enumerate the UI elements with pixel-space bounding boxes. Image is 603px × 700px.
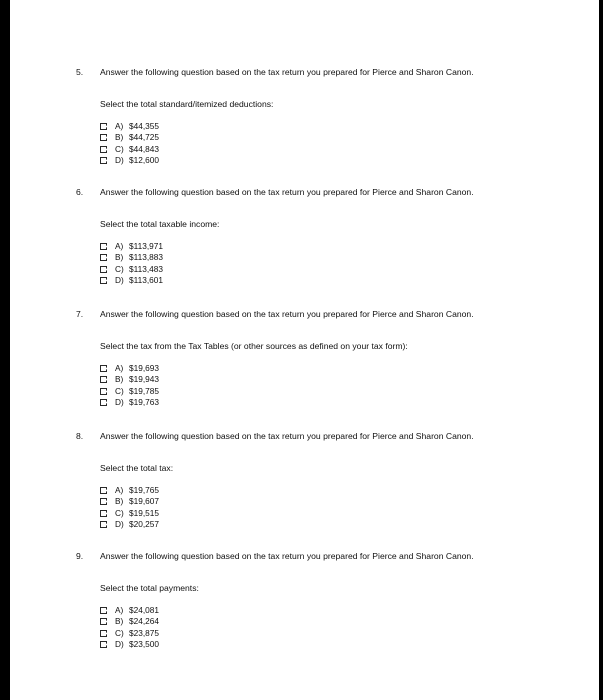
option-d[interactable] bbox=[100, 155, 159, 166]
option-letter: A) bbox=[115, 241, 124, 252]
option-a[interactable] bbox=[100, 241, 163, 252]
option-a[interactable] bbox=[100, 485, 159, 496]
options-list bbox=[100, 241, 163, 286]
checkbox[interactable] bbox=[100, 134, 107, 141]
option-b[interactable] bbox=[100, 132, 159, 143]
checkbox[interactable] bbox=[100, 277, 107, 284]
checkbox[interactable] bbox=[100, 157, 107, 164]
option-b[interactable] bbox=[100, 616, 159, 627]
option-letter: B) bbox=[115, 132, 124, 143]
option-value: $19,515 bbox=[129, 507, 159, 518]
question-prompt: Select the total taxable income: bbox=[100, 219, 220, 229]
checkbox[interactable] bbox=[100, 618, 107, 625]
options-list bbox=[100, 121, 159, 166]
option-value: $24,081 bbox=[129, 605, 159, 616]
option-value: $19,763 bbox=[129, 397, 159, 408]
option-value: $23,875 bbox=[129, 627, 159, 638]
option-value: $113,601 bbox=[129, 275, 163, 286]
option-letter: C) bbox=[115, 507, 124, 518]
checkbox[interactable] bbox=[100, 521, 107, 528]
option-letter: A) bbox=[115, 605, 124, 616]
option-c[interactable] bbox=[100, 144, 159, 155]
question-text: Answer the following question based on the tax return you prepared for Pierce and Sharon Canon. bbox=[100, 551, 474, 561]
option-value: $24,264 bbox=[129, 616, 159, 627]
option-d[interactable] bbox=[100, 397, 159, 408]
checkbox[interactable] bbox=[100, 641, 107, 648]
option-a[interactable] bbox=[100, 121, 159, 132]
option-value: $44,843 bbox=[129, 143, 159, 154]
option-b[interactable] bbox=[100, 496, 159, 507]
question-prompt: Select the total standard/itemized deductions: bbox=[100, 99, 274, 109]
option-letter: D) bbox=[115, 639, 124, 650]
checkbox[interactable] bbox=[100, 607, 107, 614]
options-list bbox=[100, 605, 159, 650]
question-number: 9. bbox=[76, 551, 84, 561]
option-letter: B) bbox=[115, 616, 124, 627]
checkbox[interactable] bbox=[100, 266, 107, 273]
option-value: $12,600 bbox=[129, 155, 159, 166]
checkbox[interactable] bbox=[100, 123, 107, 130]
option-b[interactable] bbox=[100, 252, 163, 263]
question-number: 8. bbox=[76, 431, 84, 441]
question-number: 6. bbox=[76, 187, 84, 197]
question-prompt: Select the tax from the Tax Tables (or other sources as defined on your tax form): bbox=[100, 341, 408, 351]
question-text: Answer the following question based on the tax return you prepared for Pierce and Sharon Canon. bbox=[100, 431, 474, 441]
checkbox[interactable] bbox=[100, 254, 107, 261]
question-text: Answer the following question based on the tax return you prepared for Pierce and Sharon Canon. bbox=[100, 67, 474, 77]
option-letter: D) bbox=[115, 155, 124, 166]
option-value: $19,607 bbox=[129, 496, 159, 507]
option-c[interactable] bbox=[100, 508, 159, 519]
option-a[interactable] bbox=[100, 605, 159, 616]
option-value: $113,971 bbox=[129, 241, 163, 252]
checkbox[interactable] bbox=[100, 376, 107, 383]
option-value: $113,483 bbox=[129, 263, 163, 274]
checkbox[interactable] bbox=[100, 630, 107, 637]
option-c[interactable] bbox=[100, 386, 159, 397]
question-number: 5. bbox=[76, 67, 84, 77]
checkbox[interactable] bbox=[100, 365, 107, 372]
checkbox[interactable] bbox=[100, 388, 107, 395]
question-prompt: Select the total payments: bbox=[100, 583, 199, 593]
option-letter: D) bbox=[115, 519, 124, 530]
checkbox[interactable] bbox=[100, 243, 107, 250]
option-value: $19,785 bbox=[129, 385, 159, 396]
question-text: Answer the following question based on the tax return you prepared for Pierce and Sharon Canon. bbox=[100, 187, 474, 197]
option-value: $44,725 bbox=[129, 132, 159, 143]
option-letter: B) bbox=[115, 374, 124, 385]
option-d[interactable] bbox=[100, 519, 159, 530]
checkbox[interactable] bbox=[100, 510, 107, 517]
document-page bbox=[10, 0, 599, 700]
option-value: $44,355 bbox=[129, 121, 159, 132]
option-letter: B) bbox=[115, 496, 124, 507]
question-prompt: Select the total tax: bbox=[100, 463, 174, 473]
option-c[interactable] bbox=[100, 628, 159, 639]
option-letter: A) bbox=[115, 363, 124, 374]
checkbox[interactable] bbox=[100, 487, 107, 494]
option-value: $19,693 bbox=[129, 363, 159, 374]
option-value: $19,943 bbox=[129, 374, 159, 385]
option-a[interactable] bbox=[100, 363, 159, 374]
option-d[interactable] bbox=[100, 639, 159, 650]
option-value: $23,500 bbox=[129, 639, 159, 650]
option-b[interactable] bbox=[100, 374, 159, 385]
option-letter: C) bbox=[115, 385, 124, 396]
checkbox[interactable] bbox=[100, 399, 107, 406]
option-value: $113,883 bbox=[129, 252, 163, 263]
option-letter: D) bbox=[115, 397, 124, 408]
question-number: 7. bbox=[76, 309, 84, 319]
option-letter: D) bbox=[115, 275, 124, 286]
checkbox[interactable] bbox=[100, 146, 107, 153]
option-letter: A) bbox=[115, 121, 124, 132]
option-d[interactable] bbox=[100, 275, 163, 286]
option-value: $19,765 bbox=[129, 485, 159, 496]
option-letter: A) bbox=[115, 485, 124, 496]
question-text: Answer the following question based on the tax return you prepared for Pierce and Sharon Canon. bbox=[100, 309, 474, 319]
options-list bbox=[100, 363, 159, 408]
option-c[interactable] bbox=[100, 264, 163, 275]
option-letter: C) bbox=[115, 627, 124, 638]
options-list bbox=[100, 485, 159, 530]
option-letter: C) bbox=[115, 143, 124, 154]
checkbox[interactable] bbox=[100, 498, 107, 505]
option-letter: B) bbox=[115, 252, 124, 263]
option-value: $20,257 bbox=[129, 519, 159, 530]
option-letter: C) bbox=[115, 263, 124, 274]
